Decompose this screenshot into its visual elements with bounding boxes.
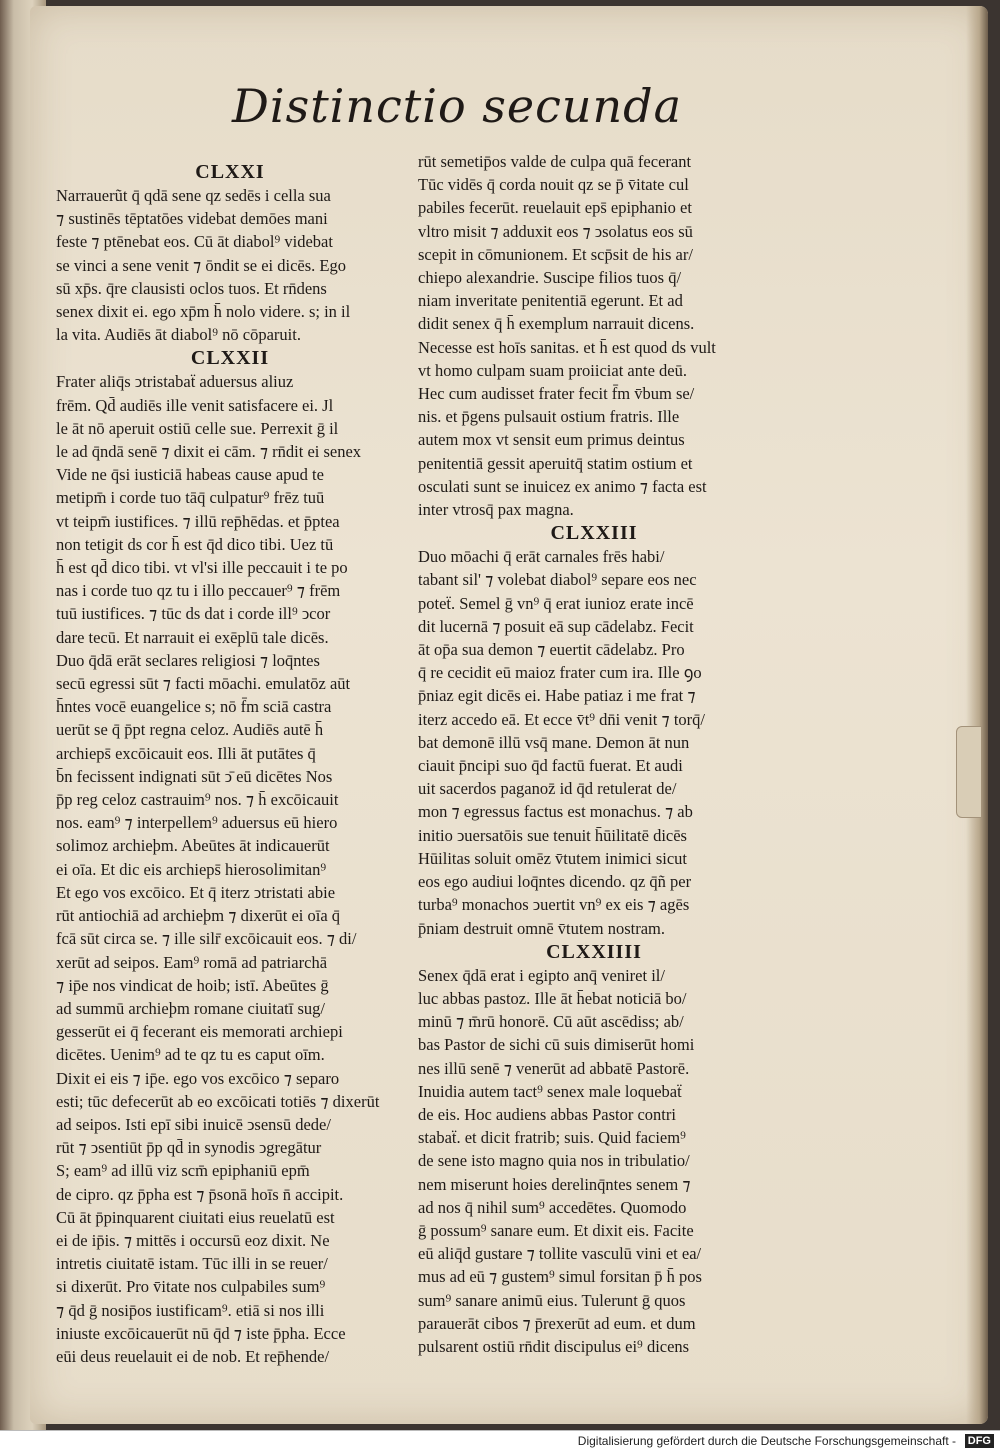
text-line: iniuste excōicauerūt nū q̄d ⁊ iste p̄pha. Ecce <box>56 1323 346 1343</box>
text-line: fcā sūt circa se. ⁊ ille silr̄ excōicauit eos. ⁊ di/ <box>56 929 357 949</box>
text-line: chiepo alexandrie. Suscipe filios tuos q̄/ <box>418 268 682 288</box>
text-line: vt teipm̄ iustifices. ⁊ illū rep̄hēdas. et p̄ptea <box>56 511 340 531</box>
page-heading: Distinctio secunda <box>232 79 683 133</box>
text-line: niam inveritate penitentiā egerunt. Et ad <box>418 291 683 311</box>
text-line: bat demonē illū vsq̄ mane. Demon āt nun <box>418 732 690 752</box>
text-line: parauerāt cibos ⁊ p̄rexerūt ad eum. et dum <box>418 1313 696 1333</box>
text-line: nos. eam⁹ ⁊ interpellem⁹ aduersus eū hiero <box>56 813 338 833</box>
chapter-number: CLXXIII <box>550 522 638 545</box>
text-line: nes illū senē ⁊ venerūt ad abbatē Pastorē. <box>418 1058 690 1078</box>
text-line: h̄ est qd̄ dico tibi. vt vl'si ille peccauit i te po <box>56 558 348 578</box>
text-line: non tetigit ds cor h̄ est q̄d dico tibi. Uez tū <box>56 534 334 554</box>
text-line: ei oīa. Et dic eis archieps̄ hierosolimitan⁹ <box>56 859 327 879</box>
text-line: eos ego audiui loq̄ntes dicendo. qz q̄ñ per <box>418 872 692 892</box>
text-line: p̄niam destruit omnē v̄tutem nostram. <box>418 918 666 938</box>
text-line: frēm. Qd̄ audiēs ille venit satisfacere ei. Jl <box>56 395 334 415</box>
text-line: dare tecū. Et narrauit ei exēplū tale dicēs. <box>56 627 329 647</box>
text-line: turba⁹ monachos ↄuertit vn⁹ ex eis ⁊ agēs <box>418 895 690 915</box>
text-line: Dixit ei eis ⁊ ip̄e. ego vos excōico ⁊ separo <box>56 1068 340 1088</box>
text-line: metipm̄ i corde tuo tāq̄ culpatur⁹ frēz tuū <box>56 488 325 508</box>
text-line: esti; tūc defecerūt ab eo excōicati totiēs ⁊ dixerūt <box>56 1091 380 1111</box>
text-line: dit lucernā ⁊ posuit eā sup cādelabz. Fecit <box>418 616 694 636</box>
text-line: p̄p reg celoz castrauim⁹ nos. ⁊ h̄ excōicauit <box>56 790 339 810</box>
text-line: Necesse est hoīs sanitas. et h̄ est quod ds vult <box>418 337 716 357</box>
text-line: ad nos q̄ nihil sum⁹ accedētes. Quomodo <box>418 1197 687 1217</box>
text-line: Cū āt p̄pinquarent ciuitati eius reuelatū est <box>56 1207 335 1227</box>
text-line: feste ⁊ ptēnebat eos. Cū āt diabol⁹ videbat <box>56 232 333 252</box>
text-line: Senex q̄dā erat i egipto anq̄ veniret il/ <box>418 965 665 985</box>
chapter-number: CLXXI <box>195 161 265 183</box>
text-line: ciauit p̄ncipi suo q̄d factū fuerat. Et audi <box>418 756 683 776</box>
text-line: bas Pastor de sichi cū suis dimiserūt homi <box>418 1035 695 1055</box>
text-line: Frater aliq̄s ↄtristabaẗ aduersus aliuz <box>56 372 294 392</box>
text-line: luc abbas pastoz. Ille āt h̄ebat noticiā bo/ <box>418 988 687 1008</box>
text-line: nis. et p̄gens pulsauit ostium fratris. Ille <box>418 407 680 427</box>
text-line: Duo mōachi q̄ erāt carnales frēs habi/ <box>418 547 665 567</box>
text-line: nas i corde tuo qz tu i illo peccauer⁹ ⁊ frēm <box>56 581 341 601</box>
text-line: Hec cum audisset frater fecit f̄m v̄bum se/ <box>418 384 695 404</box>
text-line: senex dixit ei. ego xp̄m h̄ nolo videre. s; in il <box>56 302 351 322</box>
text-line: pulsarent ostiū rn̄dit discipulus ei⁹ dicens <box>418 1336 690 1356</box>
left-column <box>56 160 404 1368</box>
text-line: osculati sunt se inuicez ex animo ⁊ facta est <box>418 476 707 496</box>
text-line: secū egressi sūt ⁊ facti mōachi. emulatōz aūt <box>56 674 351 694</box>
text-line: Vide ne q̄si iusticiā habeas cause apud te <box>56 465 324 485</box>
text-line: stabaẗ. et dicit fratrib; suis. Quid faciem⁹ <box>418 1128 686 1148</box>
text-line: ⁊ sustinēs tēptatōes videbat demōes mani <box>56 209 328 229</box>
text-line: b̄n fecissent indignati sūt ↄ̄ eū dicētes Nos <box>56 766 333 786</box>
text-line: de eis. Hoc audiens abbas Pastor contri <box>418 1104 676 1124</box>
text-line: de sene isto magno quia nos in tribulatio/ <box>418 1151 690 1171</box>
text-line: mus ad eū ⁊ gustem⁹ simul forsitan p̄ h̄ pos <box>418 1267 702 1287</box>
text-line: Hūilitas soluit omēz v̄tutem inimici sicut <box>418 848 688 868</box>
text-line: initio ↄuersatōis sue tenuit h̄ūilitatē dicēs <box>418 825 687 845</box>
text-line: minū ⁊ m̄rū honorē. Cū aūt ascēdiss; ab/ <box>418 1012 684 1032</box>
footer-funding-text: Digitalisierung gefördert durch die Deutsche Forschungsgemeinschaft - <box>577 1434 956 1448</box>
text-line: si dixerūt. Pro v̄itate nos culpabiles sum⁹ <box>56 1277 326 1297</box>
text-line: mon ⁊ egressus factus est monachus. ⁊ ab <box>418 802 693 822</box>
text-line: scepit in cōmunionem. Et scp̄sit de his ar/ <box>418 244 693 264</box>
text-line: eūi deus reuelauit ei de nob. Et rep̄hende/ <box>56 1346 330 1366</box>
text-line: uit sacerdos paganoz̄ id q̄d retulerat de/ <box>418 779 677 799</box>
text-line: uerūt se q̄ p̄pt regna celoz. Audiēs autē h̄ <box>56 720 324 740</box>
text-line: ⁊ q̄d ḡ nosip̄os iustificam⁹. etiā si nos illi <box>56 1300 325 1320</box>
chapter-number: CLXXII <box>190 347 270 370</box>
text-line: tuū iustifices. ⁊ tūc ds dat i corde ill⁹ ↄcor <box>56 604 331 624</box>
text-line: Duo q̄dā erāt seclares religiosi ⁊ loq̄ntes <box>56 650 320 670</box>
text-line: ad seipos. Isti epī sibi inuicē ↄsensū dede/ <box>56 1114 331 1134</box>
text-line: se vinci a sene venit ⁊ ōndit se ei dicēs. Ego <box>56 255 346 275</box>
text-line: rūt ⁊ ↄsentiūt p̄p qd̄ in synodis ↄgregātur <box>56 1138 322 1158</box>
right-column <box>418 150 770 1358</box>
text-line: le ad q̄ndā senē ⁊ dixit ei cām. ⁊ rn̄dit ei senex <box>56 442 362 462</box>
footer-bar <box>0 1430 1000 1452</box>
text-line: didit senex q̄ h̄ exemplum narrauit dicens. <box>418 314 695 334</box>
text-line: ei de ip̄is. ⁊ mittēs i occursū eoz dixit. Ne <box>56 1230 330 1250</box>
text-line: ḡ possum⁹ sanare eum. Et dixit eis. Facite <box>418 1220 694 1240</box>
text-line: rūt semetip̄os valde de culpa quā fecerant <box>418 152 692 171</box>
text-line: poteẗ. Semel ḡ vn⁹ q̄ erat iunioz erate incē <box>418 593 694 613</box>
text-line: Narrauerũt q̄ qdā sene qz sedēs i cella sua <box>56 186 331 205</box>
text-line: q̄ re cecidit eū maioz frater cum ira. Ille ꝯo <box>418 663 702 683</box>
text-line: le āt nō aperuit ostiū celle sue. Perrexit ḡ il <box>56 418 339 438</box>
text-line: S; eam⁹ ad illū viz scm̄ epiphaniū epm̄ <box>56 1161 310 1181</box>
page-edge-shadow <box>966 6 988 1424</box>
text-line: sū xp̄s. q̄re clausisti oclos tuos. Et rn̄dens <box>56 278 327 298</box>
text-line: archieps̄ excōicauit eos. Illi āt putātes q̄ <box>56 743 316 763</box>
text-line: xerūt ad seipos. Eam⁹ romā ad patriarchā <box>56 952 328 972</box>
text-line: vltro misit ⁊ adduxit eos ⁊ ↄsolatus eos sū <box>418 221 693 241</box>
text-line: dicētes. Uenim⁹ ad te qz tu es caput oīm. <box>56 1045 325 1065</box>
chapter-number: CLXXIIII <box>546 940 642 963</box>
text-line: de cipro. qz p̄pha est ⁊ p̄sonā hoīs n̄ accipit. <box>56 1184 344 1204</box>
text-line: tabant sil' ⁊ volebat diabol⁹ separe eos nec <box>418 570 697 590</box>
text-line: rūt antiochiā ad archieþm ⁊ dixerūt ei oīa q̄ <box>56 906 341 926</box>
text-line: eū aliq̄d gustare ⁊ tollite vasculū vini et ea/ <box>418 1244 702 1264</box>
text-line: p̄niaz egit dicēs ei. Habe patiaz i me frat ⁊ <box>418 686 696 706</box>
text-line: ad summū archieþm romane ciuitatī sug/ <box>56 998 325 1018</box>
text-line: autem mox vt sensit eum primus deintus <box>418 430 685 450</box>
text-line: ⁊ ip̄e nos vindicat de hoib; istī. Abeūtes ḡ <box>56 975 329 995</box>
text-line: intretis ciuitatē istam. Tūc illi in se reuer/ <box>56 1254 328 1274</box>
text-line: Inuidia autem tact⁹ senex male loquebaẗ <box>418 1081 682 1101</box>
text-line: solimoz archieþm. Abeūtes āt indicauerūt <box>56 836 330 856</box>
text-line: pabiles fecerūt. reuelauit eps̄ epiphanio et <box>418 198 692 218</box>
clasp-tab <box>956 726 982 818</box>
text-line: Et ego vos excōico. Et q̄ iterz ↄtristati abie <box>56 882 336 902</box>
text-line: Tūc vidēs q̄ corda nouit qz se p̄ v̄itate cul <box>418 175 689 195</box>
text-line: penitentiā gessit aperuitq̄ statim ostium et <box>418 453 693 473</box>
text-line: gesserūt ei q̄ fecerant eis memorati archiepi <box>56 1022 343 1042</box>
text-line: la vita. Audiēs āt diabol⁹ nō cōparuit. <box>56 325 301 345</box>
text-line: h̄ntes vocē euangelice s; nō f̄m sciā castra <box>56 697 332 717</box>
dfg-logo: DFG <box>965 1434 994 1448</box>
text-line: vt homo culpam suam proiiciat ante deū. <box>418 360 687 380</box>
text-line: nem miserunt hoies derelinq̄ntes senem ⁊ <box>418 1174 691 1194</box>
text-line: sum⁹ sanare animū eius. Tulerunt ḡ quos <box>418 1290 686 1310</box>
text-line: iterz accedo eā. Et ecce v̄t⁹ dn̄i venit ⁊ torq̄/ <box>418 709 705 729</box>
text-line: āt op̄a sua demon ⁊ euertit cādelabz. Pro <box>418 640 685 660</box>
text-line: inter vtrosq̄ pax magna. <box>418 500 574 520</box>
